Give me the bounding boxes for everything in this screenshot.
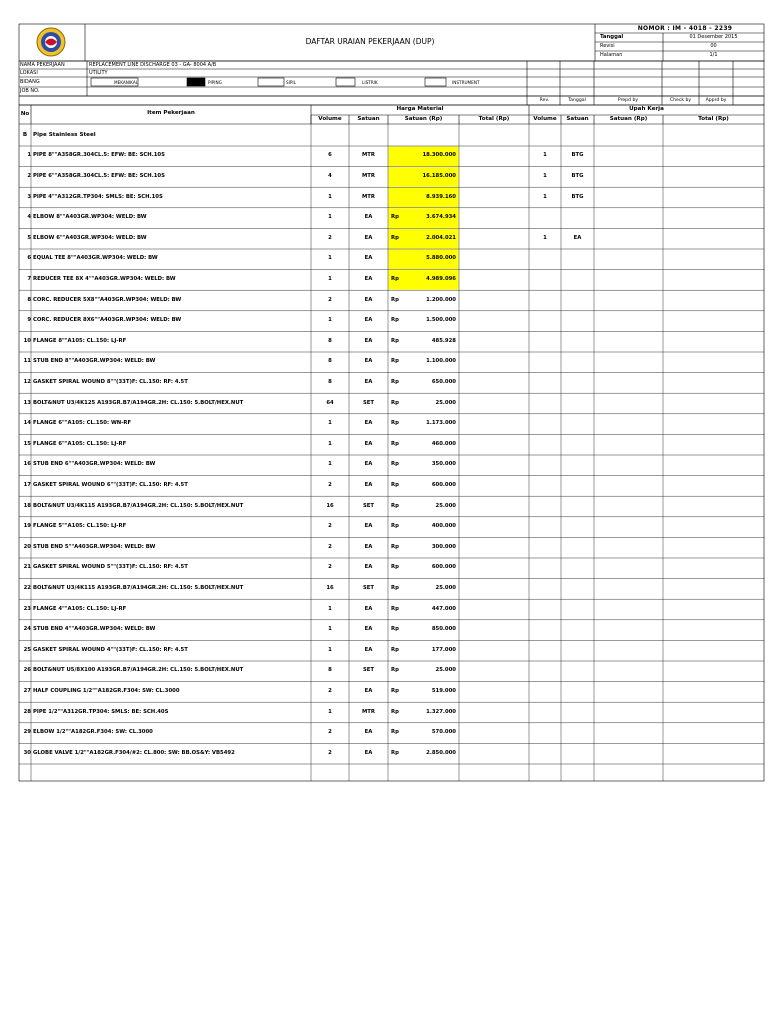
row-rp: Rp [391,481,399,488]
row-upah-volume: 1 [543,172,547,179]
nama-pekerjaan-value: REPLACEMENT LINE DISCHARGE 03 - GA- 8004 A/B [89,62,217,68]
row-price: 447.000 [431,605,456,612]
bidang-mekanikal-label: MEKANIKAL [114,80,139,85]
row-price: 1.200.000 [426,296,456,303]
mat-satuan-rp-header: Satuan (Rp) [404,116,443,122]
row-volume: 1 [328,708,332,715]
row-upah-volume: 1 [543,193,547,200]
row-price: 177.000 [431,646,456,653]
row-satuan: MTR [362,172,375,179]
row-price: 2.004.021 [426,234,456,241]
row-satuan: SET [362,584,375,591]
row-item: STUB END 4""A403GR.WP304: WELD: BW [33,626,156,633]
row-no: 30 [23,749,31,756]
row-item: PIPE 8""A358GR.304CL.5: EFW: BE: SCH.10S [33,152,165,159]
row-item: FLANGE 6""A105: CL.150: WN-RF [33,420,132,427]
row-item: GASKET SPIRAL WOUND 4""(33T)F: CL.150: RF: 4.5T [33,646,188,653]
row-no: 12 [23,378,31,385]
row-upah-satuan: EA [573,234,582,241]
row-volume: 8 [328,378,332,385]
approval-appd: Apprd by [705,98,727,103]
row-no: 4 [27,214,31,221]
row-price: 850.000 [431,626,456,633]
col-no-header: No [20,111,30,117]
row-item: BOLT&NUT U3/4K125 A193GR.B7/A194GR.2H: CL.150: 5.BOLT/HEX.NUT [33,399,244,406]
row-rp: Rp [391,667,399,674]
row-volume: 2 [328,234,332,241]
job-no-label: JOB NO. [20,88,40,94]
revisi-value: 00 [710,43,717,49]
row-item: GLOBE VALVE 1/2""A182GR.F304/#2: CL.800: SW: BB.OS&Y: VB5492 [33,749,235,756]
mat-volume-header: Volume [318,116,342,122]
row-upah-satuan: BTG [571,172,584,179]
row-satuan: EA [364,317,373,324]
row-price: 3.674.934 [426,214,456,221]
row-no: 18 [23,502,31,509]
revisi-label: Revisi [600,43,615,49]
row-item: FLANGE 4""A105: CL.150: LJ-RF [33,605,127,612]
row-volume: 1 [328,255,332,262]
row-satuan: EA [364,358,373,365]
row-volume: 1 [328,317,332,324]
row-volume: 1 [328,461,332,468]
row-volume: 64 [326,399,334,406]
row-price: 25.000 [435,584,456,591]
row-rp: Rp [391,399,399,406]
row-price: 16.185.000 [422,172,456,179]
row-item: GASKET SPIRAL WOUND 8""(33T)F: CL.150: RF: 4.5T [33,378,188,385]
row-no: 14 [23,420,31,427]
row-no: 20 [23,543,31,550]
row-price: 570.000 [431,729,456,736]
row-no: 11 [23,358,31,365]
row-price: 1.500.000 [426,317,456,324]
row-satuan: EA [364,275,373,282]
row-no: 2 [27,172,31,179]
row-volume: 1 [328,646,332,653]
row-price: 1.100.000 [426,358,456,365]
row-no: 1 [27,152,31,159]
row-satuan: EA [364,687,373,694]
row-rp: Rp [391,296,399,303]
bidang-label: BIDANG [20,79,40,85]
row-rp: Rp [391,687,399,694]
halaman-label: Halaman [600,52,623,58]
row-item: FLANGE 5""A105: CL.150: LJ-RF [33,523,127,530]
row-item: CORC. REDUCER 5X8""A403GR.WP304: WELD: BW [33,296,182,303]
row-no: 3 [27,193,31,200]
row-upah-satuan: BTG [571,152,584,159]
row-satuan: EA [364,440,373,447]
row-item: ELBOW 8""A403GR.WP304: WELD: BW [33,214,147,221]
upah-total-rp-header: Total (Rp) [698,116,729,122]
row-item: HALF COUPLING 1/2""A182GR.F304: SW: CL.3000 [33,687,180,694]
row-item: PIPE 1/2""A312GR.TP304: SMLS: BE: SCH.40S [33,708,169,715]
row-no: 29 [23,729,31,736]
doc-number: NOMOR : IM - 4018 - 2239 [637,25,733,32]
row-no: 9 [27,317,31,324]
row-satuan: MTR [362,708,375,715]
row-satuan: EA [364,543,373,550]
row-item: PIPE 6""A358GR.304CL.5: EFW: BE: SCH.10S [33,172,165,179]
row-volume: 1 [328,214,332,221]
row-no: 21 [23,564,31,571]
row-volume: 2 [328,523,332,530]
group-material-header: Harga Material [396,106,444,112]
row-volume: 16 [326,502,334,509]
row-satuan: EA [364,461,373,468]
row-price: 650.000 [431,378,456,385]
row-upah-volume: 1 [543,152,547,159]
row-rp: Rp [391,626,399,633]
row-rp: Rp [391,214,399,221]
row-satuan: EA [364,255,373,262]
row-volume: 16 [326,584,334,591]
section-name: Pipe Stainless Steel [33,132,96,138]
mat-total-rp-header: Total (Rp) [478,116,510,122]
row-volume: 8 [328,667,332,674]
bidang-piping-label: PIPING [208,80,222,85]
row-no: 10 [23,337,31,344]
row-no: 22 [23,584,31,591]
row-price: 485.928 [431,337,456,344]
upah-satuan-header: Satuan [566,116,589,122]
row-volume: 4 [328,172,332,179]
row-no: 16 [23,461,31,468]
row-no: 23 [23,605,31,612]
row-satuan: EA [364,420,373,427]
row-item: ELBOW 1/2""A182GR.F304: SW: CL.3000 [33,729,153,736]
row-rp: Rp [391,564,399,571]
row-price: 18.300.000 [422,152,456,159]
row-item: FLANGE 8""A105: CL.150: LJ-RF [33,337,127,344]
row-item: FLANGE 6""A105: CL.150: LJ-RF [33,440,127,447]
row-price: 1.173.000 [426,420,456,427]
row-no: 19 [23,523,31,530]
row-rp: Rp [391,502,399,509]
row-volume: 2 [328,543,332,550]
row-rp: Rp [391,584,399,591]
row-rp: Rp [391,378,399,385]
row-satuan: EA [364,337,373,344]
row-satuan: EA [364,523,373,530]
row-item: EQUAL TEE 8""A403GR.WP304: WELD: BW [33,255,158,262]
lokasi-label: LOKASI [20,70,38,76]
row-rp: Rp [391,646,399,653]
row-no: 5 [27,234,31,241]
row-item: GASKET SPIRAL WOUND 6""(33T)F: CL.150: RF: 4.5T [33,481,188,488]
row-price: 519.000 [431,687,456,694]
row-no: 26 [23,667,31,674]
row-no: 24 [23,626,31,633]
row-rp: Rp [391,337,399,344]
row-price: 600.000 [431,481,456,488]
row-satuan: EA [364,214,373,221]
row-item: BOLT&NUT U3/4K115 A193GR.B7/A194GR.2H: CL.150: 5.BOLT/HEX.NUT [33,584,244,591]
approval-tanggal: Tanggal [568,98,586,103]
row-volume: 1 [328,275,332,282]
approval-rev: Rev. [539,98,550,103]
row-volume: 8 [328,337,332,344]
row-no: 7 [27,275,31,282]
row-price: 25.000 [435,667,456,674]
row-price: 2.850.000 [426,749,456,756]
row-no: 6 [27,255,31,262]
row-satuan: SET [362,667,375,674]
row-rp: Rp [391,440,399,447]
row-rp: Rp [391,234,399,241]
row-volume: 2 [328,296,332,303]
bidang-instrument-label: INSTRUMENT [452,80,480,85]
row-volume: 2 [328,564,332,571]
row-rp: Rp [391,708,399,715]
tanggal-label: Tanggal [600,34,624,40]
row-volume: 1 [328,193,332,200]
upah-satuan-rp-header: Satuan (Rp) [609,116,648,122]
row-volume: 2 [328,481,332,488]
row-rp: Rp [391,461,399,468]
row-satuan: EA [364,378,373,385]
row-item: BOLT&NUT U5/8X100 A193GR.B7/A194GR.2H: CL.150: 5.BOLT/HEX.NUT [33,667,244,674]
row-price: 350.000 [431,461,456,468]
row-price: 4.989.096 [426,275,456,282]
row-volume: 2 [328,729,332,736]
nama-pekerjaan-label: NAMA PEKERJAAN [20,62,65,68]
row-rp: Rp [391,358,399,365]
row-satuan: MTR [362,193,375,200]
tanggal-value: 01 Desember 2015 [689,34,738,40]
row-volume: 1 [328,420,332,427]
row-upah-volume: 1 [543,234,547,241]
row-satuan: SET [362,399,375,406]
row-rp: Rp [391,749,399,756]
row-item: ELBOW 6""A403GR.WP304: WELD: BW [33,234,147,241]
section-code: B [22,132,28,138]
row-volume: 2 [328,687,332,694]
approval-prepd: Prepd by [617,98,639,103]
row-satuan: EA [364,749,373,756]
row-volume: 2 [328,749,332,756]
row-no: 8 [27,296,31,303]
row-satuan: EA [364,296,373,303]
row-no: 28 [23,708,31,715]
row-rp: Rp [391,543,399,550]
row-item: PIPE 4""A312GR.TP304: SMLS: BE: SCH.10S [33,193,163,200]
lokasi-value: UTILITY [89,70,108,76]
row-price: 460.000 [431,440,456,447]
doc-title: DAFTAR URAIAN PEKERJAAN (DUP) [305,37,435,46]
row-volume: 6 [328,152,332,159]
row-rp: Rp [391,523,399,530]
row-rp: Rp [391,605,399,612]
row-price: 400.000 [431,523,456,530]
row-rp: Rp [391,317,399,324]
row-item: GASKET SPIRAL WOUND 5""(33T)F: CL.150: RF: 4.5T [33,564,188,571]
mat-satuan-header: Satuan [357,116,380,122]
row-no: 27 [23,687,31,694]
row-price: 600.000 [431,564,456,571]
row-no: 15 [23,440,31,447]
row-volume: 1 [328,440,332,447]
row-volume: 1 [328,626,332,633]
halaman-value: 1/1 [709,52,718,58]
row-no: 13 [23,399,31,406]
row-price: 5.880.000 [426,255,456,262]
row-volume: 8 [328,358,332,365]
row-item: CORC. REDUCER 8X6""A403GR.WP304: WELD: BW [33,317,182,324]
row-price: 300.000 [431,543,456,550]
row-item: STUB END 6""A403GR.WP304: WELD: BW [33,461,156,468]
row-rp: Rp [391,275,399,282]
row-item: REDUCER TEE 8X 4""A403GR.WP304: WELD: BW [33,275,176,282]
row-no: 25 [23,646,31,653]
row-item: STUB END 5""A403GR.WP304: WELD: BW [33,543,156,550]
row-price: 1.327.000 [426,708,456,715]
row-item: BOLT&NUT U3/4K115 A193GR.B7/A194GR.2H: CL.150: 5.BOLT/HEX.NUT [33,502,244,509]
row-volume: 1 [328,605,332,612]
upah-volume-header: Volume [533,116,557,122]
bidang-listrik-label: LISTRIK [362,80,378,85]
row-item: STUB END 8""A403GR.WP304: WELD: BW [33,358,156,365]
row-satuan: EA [364,481,373,488]
row-satuan: SET [362,502,375,509]
row-satuan: EA [364,646,373,653]
row-satuan: EA [364,626,373,633]
row-upah-satuan: BTG [571,193,584,200]
row-price: 25.000 [435,399,456,406]
group-upah-header: Upah Kerja [629,106,664,112]
row-satuan: EA [364,729,373,736]
row-satuan: MTR [362,152,375,159]
row-price: 8.939.160 [426,193,456,200]
row-satuan: EA [364,564,373,571]
row-price: 25.000 [435,502,456,509]
bidang-sipil-label: SIPIL [286,80,296,85]
approval-check: Check by [669,98,692,103]
row-rp: Rp [391,729,399,736]
row-satuan: EA [364,605,373,612]
row-rp: Rp [391,420,399,427]
row-satuan: EA [364,234,373,241]
row-no: 17 [23,481,31,488]
col-item-header: Item Pekerjaan [147,110,195,116]
